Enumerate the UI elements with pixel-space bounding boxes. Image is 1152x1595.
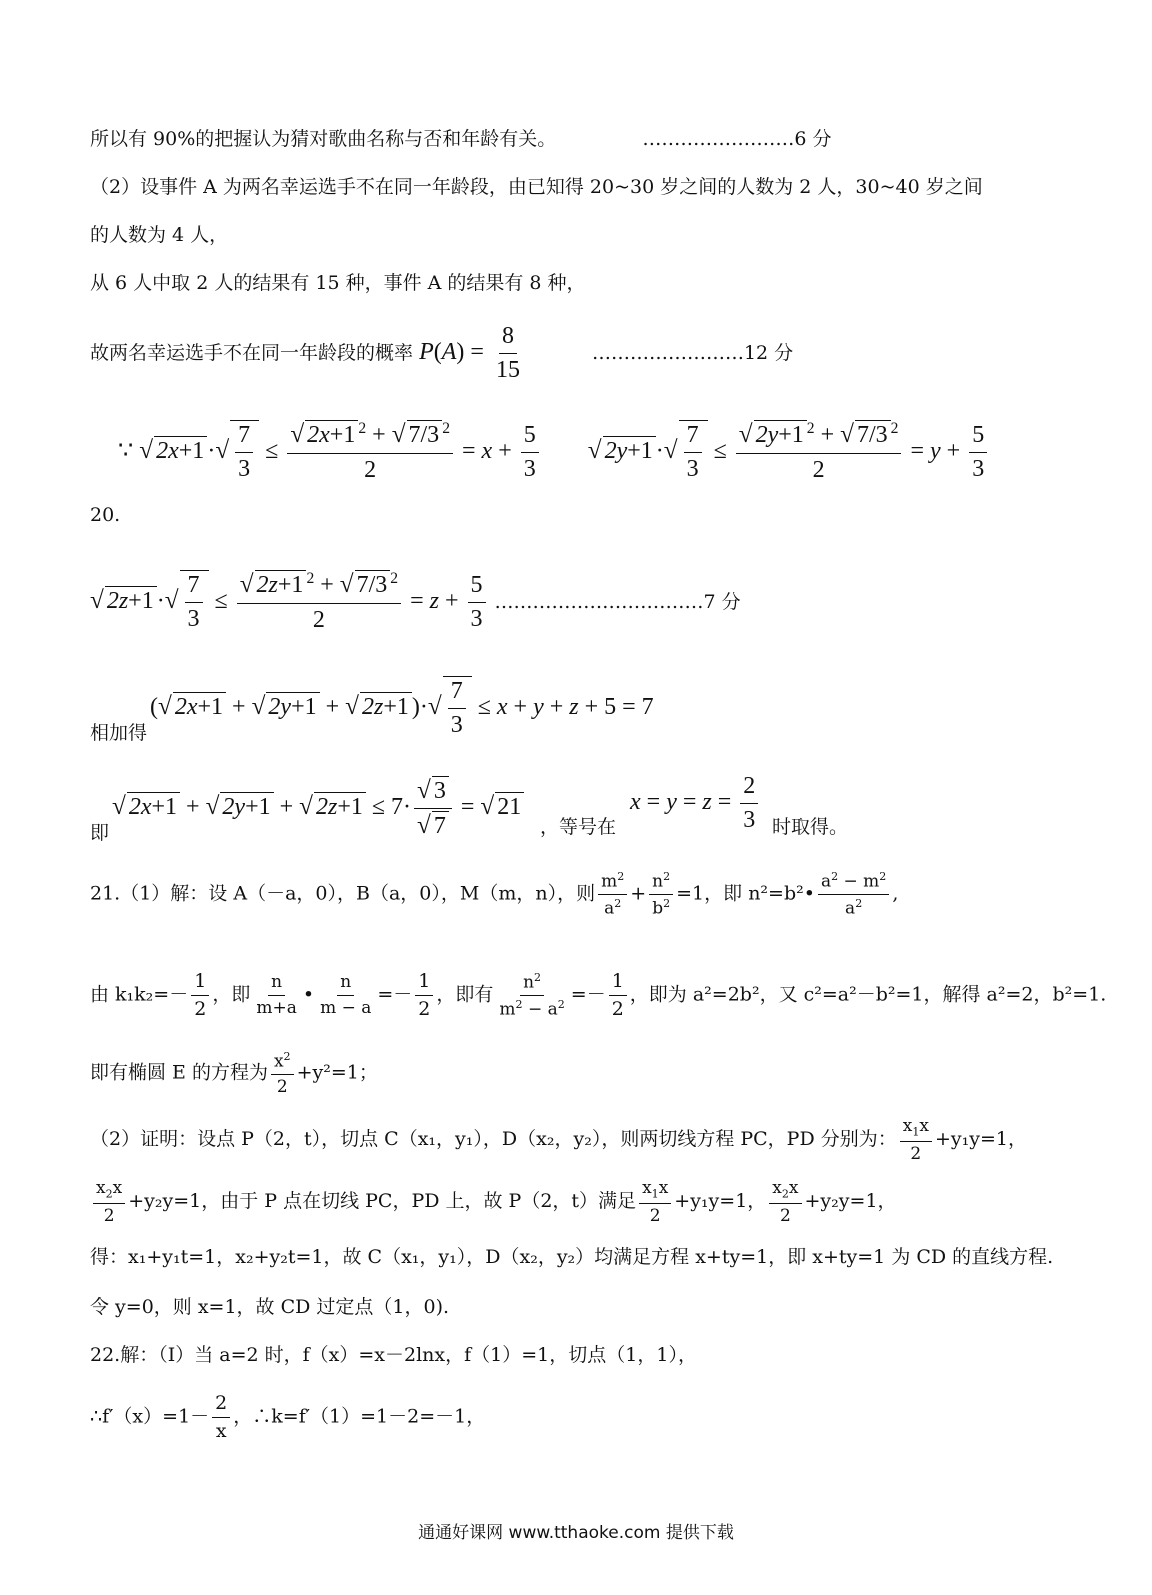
q21-part1-line: 21.（1）解：设 A（－a，0），B（a，0），M（m，n），则 $\frac{m^2}{a^2}$ + $\frac{n^2}{b^2}$ =1，即 n²=b²• $\frac{a^2 - m^2}{a^2}$ , [90,870,899,919]
q21-part2-line: （2）证明：设点 P（2，t），切点 C（x₁，y₁），D（x₂，y₂），则两切线方程 PC，PD 分别为： $\frac{x_1x}{2}$ +y₁y=1， [90,1116,1027,1164]
add-label: 相加得 [90,722,148,744]
q21-tangent-line: $\frac{x_2x}{2}$ +y₂y=1，由于 P 点在切线 PC，PD 上，故 P（2，t）满足 $\frac{x_1x}{2}$ +y₁y=1， $\frac{x_2x}{2}$ +y₂y=1， [90,1178,897,1226]
score-mark: ……………………………7 分 [494,590,741,613]
q21-cd-line: 得：x₁+y₁t=1，x₂+y₂t=1，故 C（x₁，y₁），D（x₂，y₂）均满足方程 x+ty=1，即 x+ty=1 为 CD 的直线方程. [90,1246,1054,1268]
equality-condition: x = y = z = $\frac{2}{3}$ [630,772,761,835]
footer-source: 通通好课网 www.tthaoke.com 提供下载 [418,1523,734,1543]
q20-number: 20. [90,504,121,526]
q21-slope-line: 由 k₁k₂=－ $\frac{1}{2}$ ，即 $\frac{n}{m+a}$ • $\frac{n}{m - a}$ =－ $\frac{1}{2}$ ，即有 $\frac{n^2}{m^2 - a^2}$ =－ $\frac{1}{2}$ ，即为 a²=2b²，又 c²=a²－b²=1，解得 a²=2，b²=1. [90,970,1107,1020]
q21-fixed-point-line: 令 y=0，则 x=1，故 CD 过定点（1，0). [90,1296,450,1318]
q20-result-text: 即 ，等号在 x = y = z = $\frac{2}{3}$ 时取得。 [90,773,849,844]
score-mark: ……………………6 分 [642,128,832,150]
conclusion-line: 所以有 90%的把握认为猜对歌曲名称与否和年龄有关。 ……………………6 分 [90,128,832,150]
q22-line1: 22.解：（Ⅰ）当 a=2 时，f（x）=x－2lnx，f（1）=1，切点（1，1）， [90,1344,697,1366]
part2-line: （2）设事件 A 为两名幸运选手不在同一年龄段，由已知得 20~30 岁之间的人数为 2 人，30~40 岁之间 [90,176,983,198]
q20-formula-z: √ 2z+1 ·√ $\frac{7}{3}$ ≤ $\frac{√ 2z+1 ^2 + √ 7/3 ^2}{2}$ = z + $\frac{5}{3}$ ……………………………7 分 [90,570,741,633]
probability-formula: P(A) = $\frac{8}{15}$ [419,323,520,383]
probability-line: 故两名幸运选手不在同一年龄段的概率 P(A) = $\frac{8}{15}$ ……………………12 分 [90,323,794,383]
q20-result-formula: √ 2x+1 + √ 2y+1 + √ 2z+1 ≤ 7· $\frac{√ 3}{√ 7}$ = √ 21 [90,776,524,841]
q20-sum-formula: (√ 2x+1 + √ 2y+1 + √ 2z+1 )·√ $\frac{7}{3}$ ≤ x + y + z + 5 = 7 [150,678,654,738]
part2-cont-line: 的人数为 4 人， [90,224,229,246]
score-mark: ……………………12 分 [591,341,794,364]
q21-ellipse-line: 即有椭圆 E 的方程为 $\frac{x^2}{2}$ +y²=1； [90,1050,378,1098]
q22-line2: ∴f′（x）=1－ $\frac{2}{x}$ ，∴k=f′（1）=1－2=－1， [90,1392,486,1442]
outcomes-line: 从 6 人中取 2 人的结果有 15 种，事件 A 的结果有 8 种， [90,272,586,294]
